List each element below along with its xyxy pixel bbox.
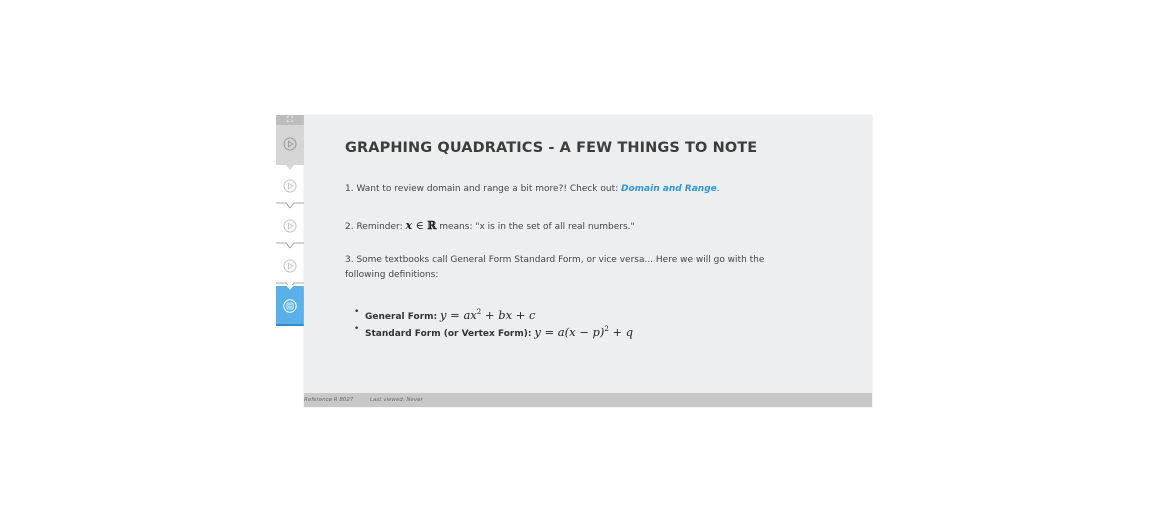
expand-icon[interactable]: ⛶: [276, 115, 304, 125]
lesson-card: [304, 115, 872, 407]
formula-exponent: 2: [604, 325, 609, 333]
list-item: [354, 321, 633, 338]
divider-chevron-icon: [276, 247, 304, 289]
math-reals: ℝ: [427, 219, 437, 232]
real-set-math: [406, 219, 437, 232]
sidebar-item-video-2[interactable]: [276, 167, 304, 207]
divider-chevron-icon: [276, 207, 304, 249]
domain-range-link[interactable]: Domain and Range: [621, 184, 717, 194]
note-3: 3. Some textbooks call General Form Standard Form, or vice versa... Here we will go with the following definitions:: [345, 255, 765, 280]
notes-icon: [283, 299, 297, 313]
list-item: [354, 304, 633, 321]
definitions-list: [354, 304, 633, 338]
card-footer: [304, 393, 872, 407]
standard-form-label: Standard Form (or Vertex Form):: [365, 329, 532, 339]
note-2-prefix: 2. Reminder:: [345, 222, 406, 232]
sidebar-item-notes[interactable]: [276, 286, 304, 326]
active-notch-icon: [276, 285, 304, 293]
note-2: [345, 218, 800, 235]
formula-exponent: 2: [476, 308, 482, 316]
note-1-end: .: [716, 184, 720, 194]
note-1-text: 1. Want to review domain and range a bit more?! Check out:: [345, 184, 622, 194]
sidebar-item-video-4[interactable]: [276, 247, 304, 287]
sidebar-item-video-1[interactable]: [276, 125, 304, 165]
divider-chevron-icon: [276, 167, 304, 209]
note-1: [345, 182, 800, 197]
math-element-of: ∈: [415, 219, 424, 232]
math-x: x: [405, 219, 413, 232]
reference-label: Reference R 8027: [304, 397, 354, 403]
lesson-sidebar: [276, 115, 304, 325]
standard-form-formula: [534, 325, 633, 339]
general-form-label: General Form:: [365, 312, 438, 322]
formula-part: y = a(x − p): [534, 325, 605, 339]
formula-part: + q: [608, 325, 634, 339]
formula-part: y = ax: [440, 308, 477, 322]
formula-part: + bx + c: [481, 308, 536, 322]
note-2-suffix: means: "x is in the set of all real numbers.": [436, 222, 635, 232]
general-form-formula: [440, 308, 535, 322]
last-viewed-label: Last viewed: Never: [370, 397, 423, 403]
page-title: GRAPHING QUADRATICS - A FEW THINGS TO NOTE: [345, 140, 758, 156]
sidebar-item-video-3[interactable]: [276, 207, 304, 247]
